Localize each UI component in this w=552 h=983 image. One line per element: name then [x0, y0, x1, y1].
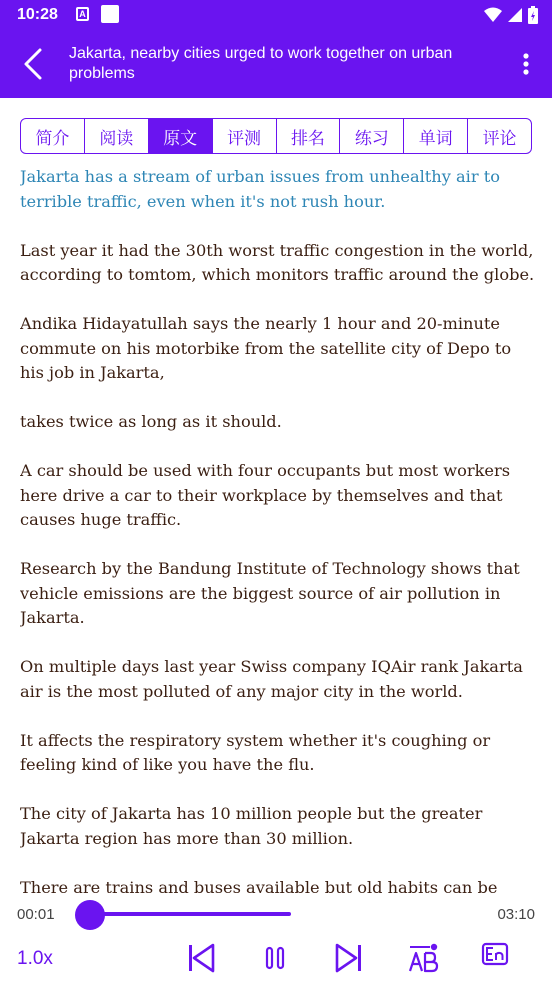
tab-evaluation[interactable]: 评测 [213, 119, 277, 153]
chevron-left-icon [18, 44, 50, 84]
wifi-icon [484, 7, 502, 23]
more-vertical-icon [516, 50, 536, 80]
article-paragraph[interactable]: Research by the Bandung Institute of Technology shows that vehicle emissions are the biggest source of air pollution in Jakarta. [20, 559, 520, 627]
app-bar [0, 0, 552, 98]
pause-icon [258, 941, 292, 975]
page-title: Jakarta, nearby cities urged to work together on urban problems [69, 45, 453, 82]
article-paragraph[interactable]: A car should be used with four occupants but most workers here drive a car to their workplace by themselves and that causes huge traffic. [20, 461, 511, 529]
next-button[interactable] [332, 941, 366, 975]
article-paragraph[interactable]: It affects the respiratory system whether it's coughing or feeling kind of like you have the flu. [20, 730, 491, 774]
tab-bar [20, 118, 532, 154]
tab-words[interactable]: 单词 [404, 119, 468, 153]
status-time: 10:28 [17, 6, 58, 23]
total-time: 03:10 [497, 906, 535, 923]
article-paragraph-current[interactable]: Jakarta has a stream of urban issues from unhealthy air to terrible traffic, even when it's not rush hour. [20, 167, 500, 211]
tab-reading[interactable]: 阅读 [85, 119, 149, 153]
pause-button[interactable] [258, 941, 292, 975]
notification-square-icon [101, 5, 119, 23]
status-icons [484, 6, 538, 24]
status-bar [0, 0, 552, 30]
skip-previous-icon [184, 941, 218, 975]
playback-speed-button[interactable]: 1.0x [17, 948, 53, 969]
progress-thumb[interactable] [75, 900, 105, 930]
tab-comments[interactable]: 评论 [482, 128, 517, 149]
article-paragraph[interactable]: takes twice as long as it should. [20, 412, 282, 431]
tab-intro[interactable]: 简介 [21, 119, 85, 153]
tab-original-text[interactable]: 原文 [149, 119, 213, 153]
english-subtitle-button[interactable] [480, 941, 514, 975]
article-paragraph[interactable]: There are trains and buses available but old habits can be [20, 877, 498, 893]
previous-button[interactable] [184, 941, 218, 975]
current-time: 00:01 [17, 906, 55, 923]
more-options-button[interactable] [516, 50, 536, 80]
ab-repeat-button[interactable] [406, 941, 440, 975]
english-subtitle-icon [480, 941, 510, 971]
notification-a-icon: A [76, 7, 89, 21]
article-paragraph[interactable]: Last year it had the 30th worst traffic congestion in the world, according to tomtom, which monitors traffic around the globe. [20, 240, 535, 284]
ab-repeat-icon [406, 941, 440, 975]
signal-icon [508, 7, 522, 23]
tab-ranking[interactable]: 排名 [277, 119, 341, 153]
audio-player [0, 893, 552, 983]
battery-icon [528, 6, 538, 24]
article-paragraph[interactable]: On multiple days last year Swiss company IQAir rank Jakarta air is the most polluted of any major city in the world. [20, 657, 523, 701]
article-text [20, 165, 536, 893]
article-paragraph[interactable]: The city of Jakarta has 10 million people but the greater Jakarta region has more than 30 million. [20, 804, 483, 848]
article-paragraph[interactable]: Andika Hidayatullah says the nearly 1 hour and 20-minute commute on his motorbike from the satellite city of Depo to his job in Jakarta, [20, 314, 512, 382]
skip-next-icon [332, 941, 366, 975]
tab-practice[interactable]: 练习 [340, 119, 404, 153]
back-button[interactable] [18, 44, 50, 84]
progress-track[interactable] [90, 912, 291, 916]
